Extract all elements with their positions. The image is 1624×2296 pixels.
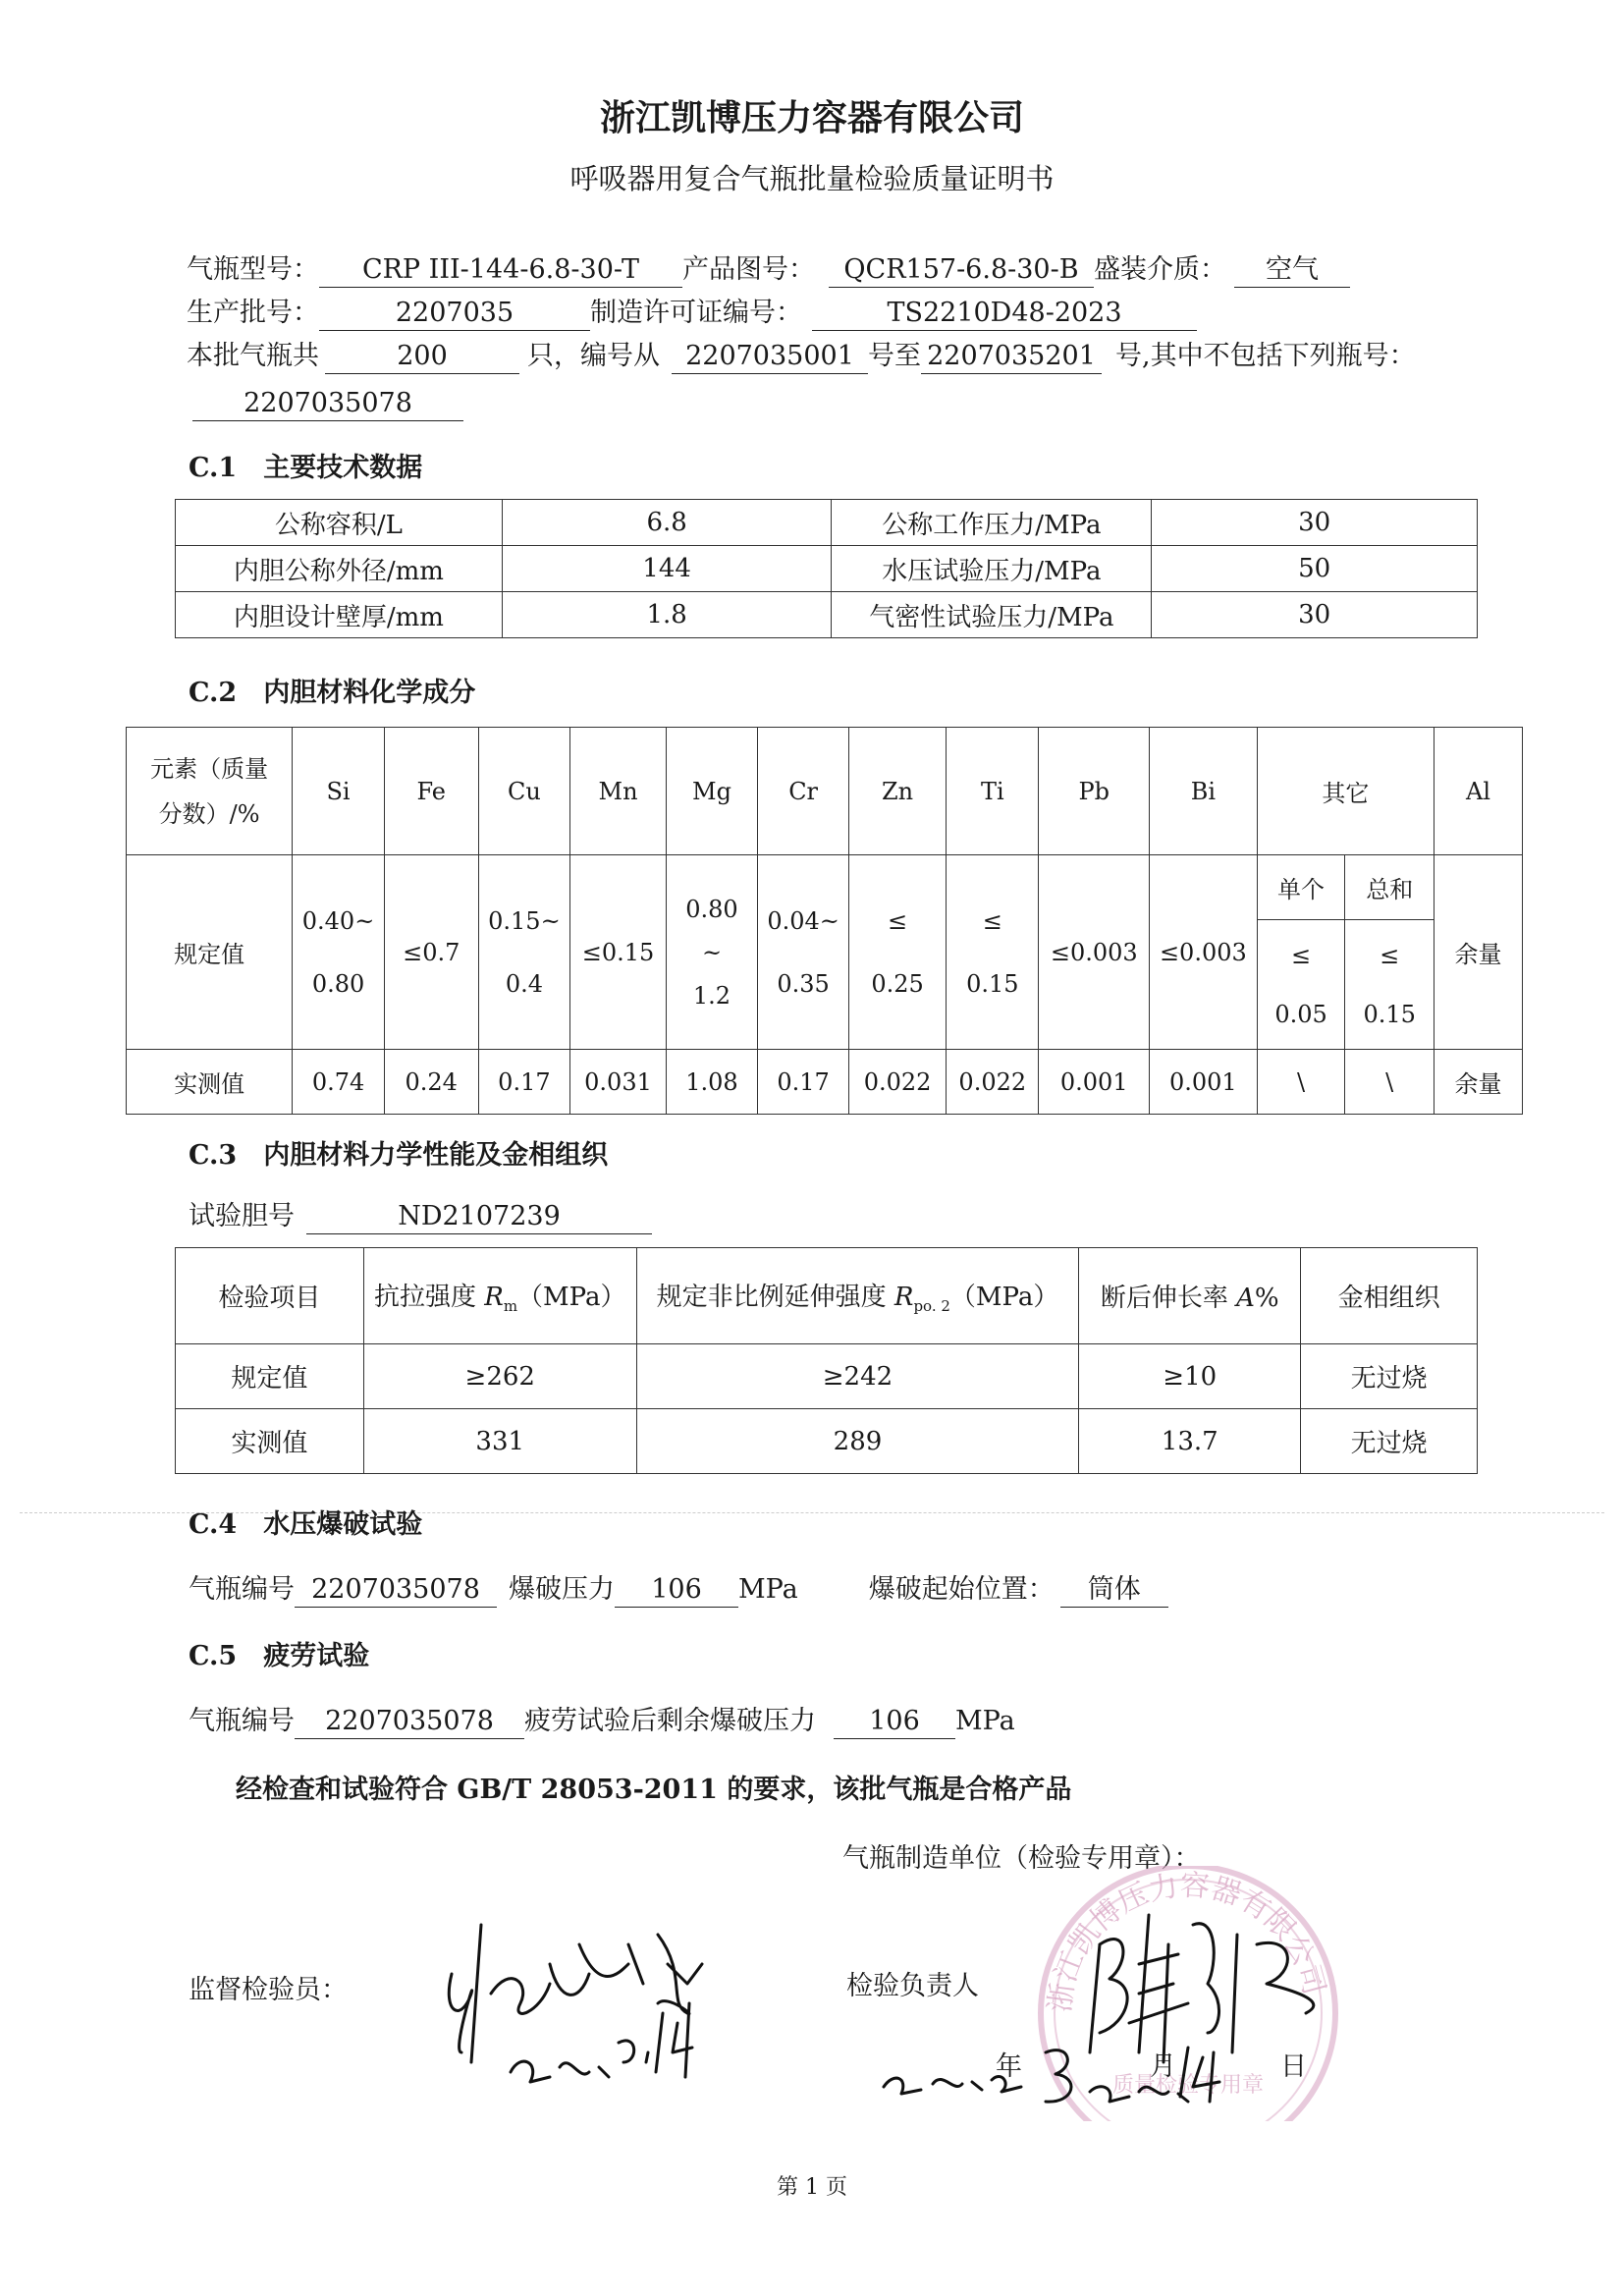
month-label: 月 bbox=[1150, 2051, 1176, 2082]
spec-zn-1: ≤ bbox=[888, 906, 908, 935]
spec-mg-2: ~ bbox=[701, 938, 723, 966]
measured-zn: 0.022 bbox=[849, 1050, 947, 1115]
measured-row bbox=[127, 1050, 1523, 1115]
table-cell: 水压试验压力/MPa bbox=[832, 546, 1152, 592]
element-zn: Zn bbox=[849, 728, 947, 855]
spec-mg bbox=[666, 855, 757, 1050]
tensile-symbol: R bbox=[484, 1282, 504, 1312]
spec-si-1: 0.40~ bbox=[301, 906, 375, 935]
table-row bbox=[176, 1409, 1478, 1474]
measured-cu: 0.17 bbox=[478, 1050, 570, 1115]
spec-zn-2: 0.25 bbox=[871, 969, 924, 998]
mech-header-row bbox=[176, 1248, 1478, 1344]
liner-line bbox=[189, 1194, 652, 1234]
measured-si: 0.74 bbox=[293, 1050, 385, 1115]
table-cell: 规定值 bbox=[176, 1344, 364, 1409]
company-name: 浙江凯博压力容器有限公司 bbox=[599, 98, 1024, 138]
section-c4-title: C.4 水压爆破试验 bbox=[189, 1509, 423, 1540]
element-header-line-2: 分数）/% bbox=[158, 799, 260, 828]
license-label: 制造许可证编号： bbox=[590, 298, 802, 328]
c5-cyl-label: 气瓶编号 bbox=[189, 1706, 295, 1736]
spec-mn: ≤0.15 bbox=[570, 855, 667, 1050]
main-technical-table bbox=[175, 499, 1478, 638]
other-single-header: 单个 bbox=[1257, 855, 1345, 920]
year-label: 年 bbox=[996, 2051, 1022, 2082]
spec-zn bbox=[849, 855, 947, 1050]
section-c5-title: C.5 疲劳试验 bbox=[189, 1641, 370, 1671]
table-cell: 144 bbox=[502, 546, 832, 592]
spec-other-total bbox=[1345, 920, 1435, 1050]
other-total-header: 总和 bbox=[1345, 855, 1435, 920]
c5-cyl-value: 2207035078 bbox=[295, 1705, 524, 1739]
proof-subscript: po. 2 bbox=[913, 1297, 950, 1316]
spec-cr-2: 0.35 bbox=[777, 969, 830, 998]
responsible-label: 检验负责人 bbox=[846, 1971, 979, 2001]
handwritten-date bbox=[864, 2033, 1296, 2111]
origin-value: 筒体 bbox=[1060, 1573, 1168, 1608]
spec-total-2: 0.15 bbox=[1363, 1000, 1416, 1028]
model-value: CRP III-144-6.8-30-T bbox=[319, 253, 682, 288]
element-fe: Fe bbox=[384, 728, 478, 855]
measured-ti: 0.022 bbox=[947, 1050, 1039, 1115]
table-cell: 气密性试验压力/MPa bbox=[832, 592, 1152, 638]
spec-al: 余量 bbox=[1435, 855, 1523, 1050]
c4-cyl-value: 2207035078 bbox=[295, 1573, 497, 1608]
medium-value: 空气 bbox=[1234, 253, 1350, 288]
section-c3-title: C.3 内胆材料力学性能及金相组织 bbox=[189, 1140, 609, 1171]
spec-other-single bbox=[1257, 920, 1345, 1050]
table-cell: 30 bbox=[1152, 500, 1478, 546]
table-cell: 289 bbox=[636, 1409, 1079, 1474]
table-cell: 公称容积/L bbox=[176, 500, 503, 546]
burst-unit: MPa bbox=[738, 1574, 798, 1605]
spec-cu-1: 0.15~ bbox=[488, 906, 561, 935]
table-row bbox=[176, 546, 1478, 592]
num-to-value: 2207035201 bbox=[921, 340, 1102, 374]
mech-head-proof bbox=[636, 1248, 1079, 1344]
measured-bi: 0.001 bbox=[1150, 1050, 1258, 1115]
qty-label: 本批气瓶共 bbox=[187, 341, 319, 371]
measured-mg: 1.08 bbox=[666, 1050, 757, 1115]
element-header bbox=[127, 728, 293, 855]
measured-mn: 0.031 bbox=[570, 1050, 667, 1115]
header-line-1 bbox=[187, 247, 1350, 288]
spec-cr-1: 0.04~ bbox=[767, 906, 839, 935]
measured-cr: 0.17 bbox=[758, 1050, 849, 1115]
element-header-line-1: 元素（质量 bbox=[150, 754, 269, 783]
residual-unit: MPa bbox=[955, 1706, 1015, 1736]
spec-single-2: 0.05 bbox=[1274, 1000, 1327, 1028]
table-row bbox=[176, 592, 1478, 638]
measured-other-total: \ bbox=[1345, 1050, 1435, 1115]
table-cell: 内胆公称外径/mm bbox=[176, 546, 503, 592]
element-pb: Pb bbox=[1039, 728, 1150, 855]
table-cell: 实测值 bbox=[176, 1409, 364, 1474]
mechanical-properties-table bbox=[175, 1247, 1478, 1474]
c4-cyl-label: 气瓶编号 bbox=[189, 1574, 295, 1605]
mech-head-item: 检验项目 bbox=[176, 1248, 364, 1344]
header-line-4 bbox=[192, 387, 463, 421]
element-mn: Mn bbox=[570, 728, 667, 855]
elongation-label: 断后伸长率 bbox=[1100, 1284, 1237, 1313]
table-row bbox=[176, 500, 1478, 546]
measured-fe: 0.24 bbox=[384, 1050, 478, 1115]
spec-si bbox=[293, 855, 385, 1050]
table-cell: ≥262 bbox=[363, 1344, 636, 1409]
header-line-3 bbox=[187, 334, 1416, 374]
stamp-text: 浙江凯博压力容器有限公司 bbox=[1043, 1868, 1331, 2014]
medium-label: 盛装介质： bbox=[1094, 254, 1226, 285]
table-cell: 1.8 bbox=[502, 592, 832, 638]
element-other: 其它 bbox=[1257, 728, 1434, 855]
license-value: TS2210D48-2023 bbox=[812, 297, 1197, 331]
elongation-unit: % bbox=[1254, 1284, 1279, 1313]
spec-ti-2: 0.15 bbox=[966, 969, 1019, 998]
burst-value: 106 bbox=[615, 1573, 738, 1608]
table-cell: 6.8 bbox=[502, 500, 832, 546]
num-to-label: 号至 bbox=[868, 341, 921, 371]
spec-single-1: ≤ bbox=[1291, 941, 1312, 969]
table-cell: 内胆设计壁厚/mm bbox=[176, 592, 503, 638]
origin-label: 爆破起始位置： bbox=[868, 1574, 1055, 1605]
measured-label: 实测值 bbox=[127, 1050, 293, 1115]
table-cell: 公称工作压力/MPa bbox=[832, 500, 1152, 546]
spec-cu bbox=[478, 855, 570, 1050]
table-cell: 13.7 bbox=[1079, 1409, 1301, 1474]
section-c1-title: C.1 主要技术数据 bbox=[189, 453, 423, 483]
table-cell: ≥10 bbox=[1079, 1344, 1301, 1409]
model-label: 气瓶型号： bbox=[187, 254, 319, 285]
stamp-subtext: 质量检验专用章 bbox=[1111, 2073, 1265, 2098]
header-line-2 bbox=[187, 291, 1197, 331]
liner-value: ND2107239 bbox=[306, 1200, 652, 1234]
excluded-label: 号,其中不包括下列瓶号： bbox=[1115, 341, 1416, 371]
element-si: Si bbox=[293, 728, 385, 855]
batch-label: 生产批号： bbox=[187, 298, 319, 328]
fatigue-line bbox=[189, 1699, 1015, 1739]
drawing-value: QCR157-6.8-30-B bbox=[829, 253, 1094, 288]
table-cell: 无过烧 bbox=[1301, 1409, 1478, 1474]
tensile-subscript: m bbox=[503, 1297, 518, 1316]
mech-head-metallography: 金相组织 bbox=[1301, 1248, 1478, 1344]
spec-cr bbox=[758, 855, 849, 1050]
qty-value: 200 bbox=[325, 340, 519, 374]
proof-unit: （MPa） bbox=[949, 1282, 1059, 1312]
spec-fe: ≤0.7 bbox=[384, 855, 478, 1050]
supervisor-label: 监督检验员： bbox=[189, 1975, 348, 2005]
day-label: 日 bbox=[1280, 2051, 1307, 2082]
table-cell: 331 bbox=[363, 1409, 636, 1474]
table-cell: 无过烧 bbox=[1301, 1344, 1478, 1409]
table-cell: 50 bbox=[1152, 546, 1478, 592]
spec-bi: ≤0.003 bbox=[1150, 855, 1258, 1050]
mech-head-tensile bbox=[363, 1248, 636, 1344]
spec-si-2: 0.80 bbox=[311, 969, 365, 998]
section-c2-title: C.2 内胆材料化学成分 bbox=[189, 678, 476, 708]
proof-symbol: R bbox=[893, 1282, 914, 1312]
spec-total-1: ≤ bbox=[1380, 941, 1400, 969]
table-cell: ≥242 bbox=[636, 1344, 1079, 1409]
chemical-composition-table bbox=[126, 727, 1523, 1115]
composition-header-row bbox=[127, 728, 1523, 855]
element-cr: Cr bbox=[758, 728, 849, 855]
spec-cu-2: 0.4 bbox=[505, 969, 543, 998]
measured-al: 余量 bbox=[1435, 1050, 1523, 1115]
spec-row-top bbox=[127, 855, 1523, 920]
element-mg: Mg bbox=[666, 728, 757, 855]
burst-line bbox=[189, 1567, 1168, 1608]
table-row bbox=[176, 1344, 1478, 1409]
measured-pb: 0.001 bbox=[1039, 1050, 1150, 1115]
spec-mg-3: 1.2 bbox=[692, 981, 731, 1010]
element-cu: Cu bbox=[478, 728, 570, 855]
measured-other-single: \ bbox=[1257, 1050, 1345, 1115]
element-al: Al bbox=[1435, 728, 1523, 855]
elongation-symbol: A bbox=[1236, 1284, 1255, 1313]
spec-pb: ≤0.003 bbox=[1039, 855, 1150, 1050]
spec-label: 规定值 bbox=[127, 855, 293, 1050]
spec-ti bbox=[947, 855, 1039, 1050]
tensile-unit: （MPa） bbox=[517, 1282, 626, 1312]
element-bi: Bi bbox=[1150, 728, 1258, 855]
element-ti: Ti bbox=[947, 728, 1039, 855]
document-title: 呼吸器用复合气瓶批量检验质量证明书 bbox=[569, 162, 1055, 195]
num-from-label: 只，编号从 bbox=[527, 341, 660, 371]
spec-mg-1: 0.80 bbox=[685, 895, 738, 923]
page-number: 第 1 页 bbox=[777, 2175, 847, 2200]
maker-label: 气瓶制造单位（检验专用章）： bbox=[842, 1843, 1201, 1874]
burst-label: 爆破压力 bbox=[509, 1574, 615, 1605]
tensile-label: 抗拉强度 bbox=[373, 1282, 485, 1312]
num-from-value: 2207035001 bbox=[672, 340, 868, 374]
spec-ti-1: ≤ bbox=[982, 906, 1002, 935]
mech-head-elongation bbox=[1079, 1248, 1301, 1344]
excluded-value: 2207035078 bbox=[192, 387, 463, 421]
residual-label: 疲劳试验后剩余爆破压力 bbox=[524, 1706, 816, 1736]
table-cell: 30 bbox=[1152, 592, 1478, 638]
residual-value: 106 bbox=[834, 1705, 955, 1739]
supervisor-signature bbox=[432, 1905, 746, 2102]
liner-label: 试验胆号 bbox=[189, 1201, 295, 1231]
conformity-statement: 经检查和试验符合 GB/T 28053-2011 的要求，该批气瓶是合格产品 bbox=[236, 1775, 1072, 1805]
proof-label: 规定非比例延伸强度 bbox=[656, 1282, 894, 1312]
drawing-label: 产品图号： bbox=[682, 254, 815, 285]
batch-value: 2207035 bbox=[319, 297, 590, 331]
